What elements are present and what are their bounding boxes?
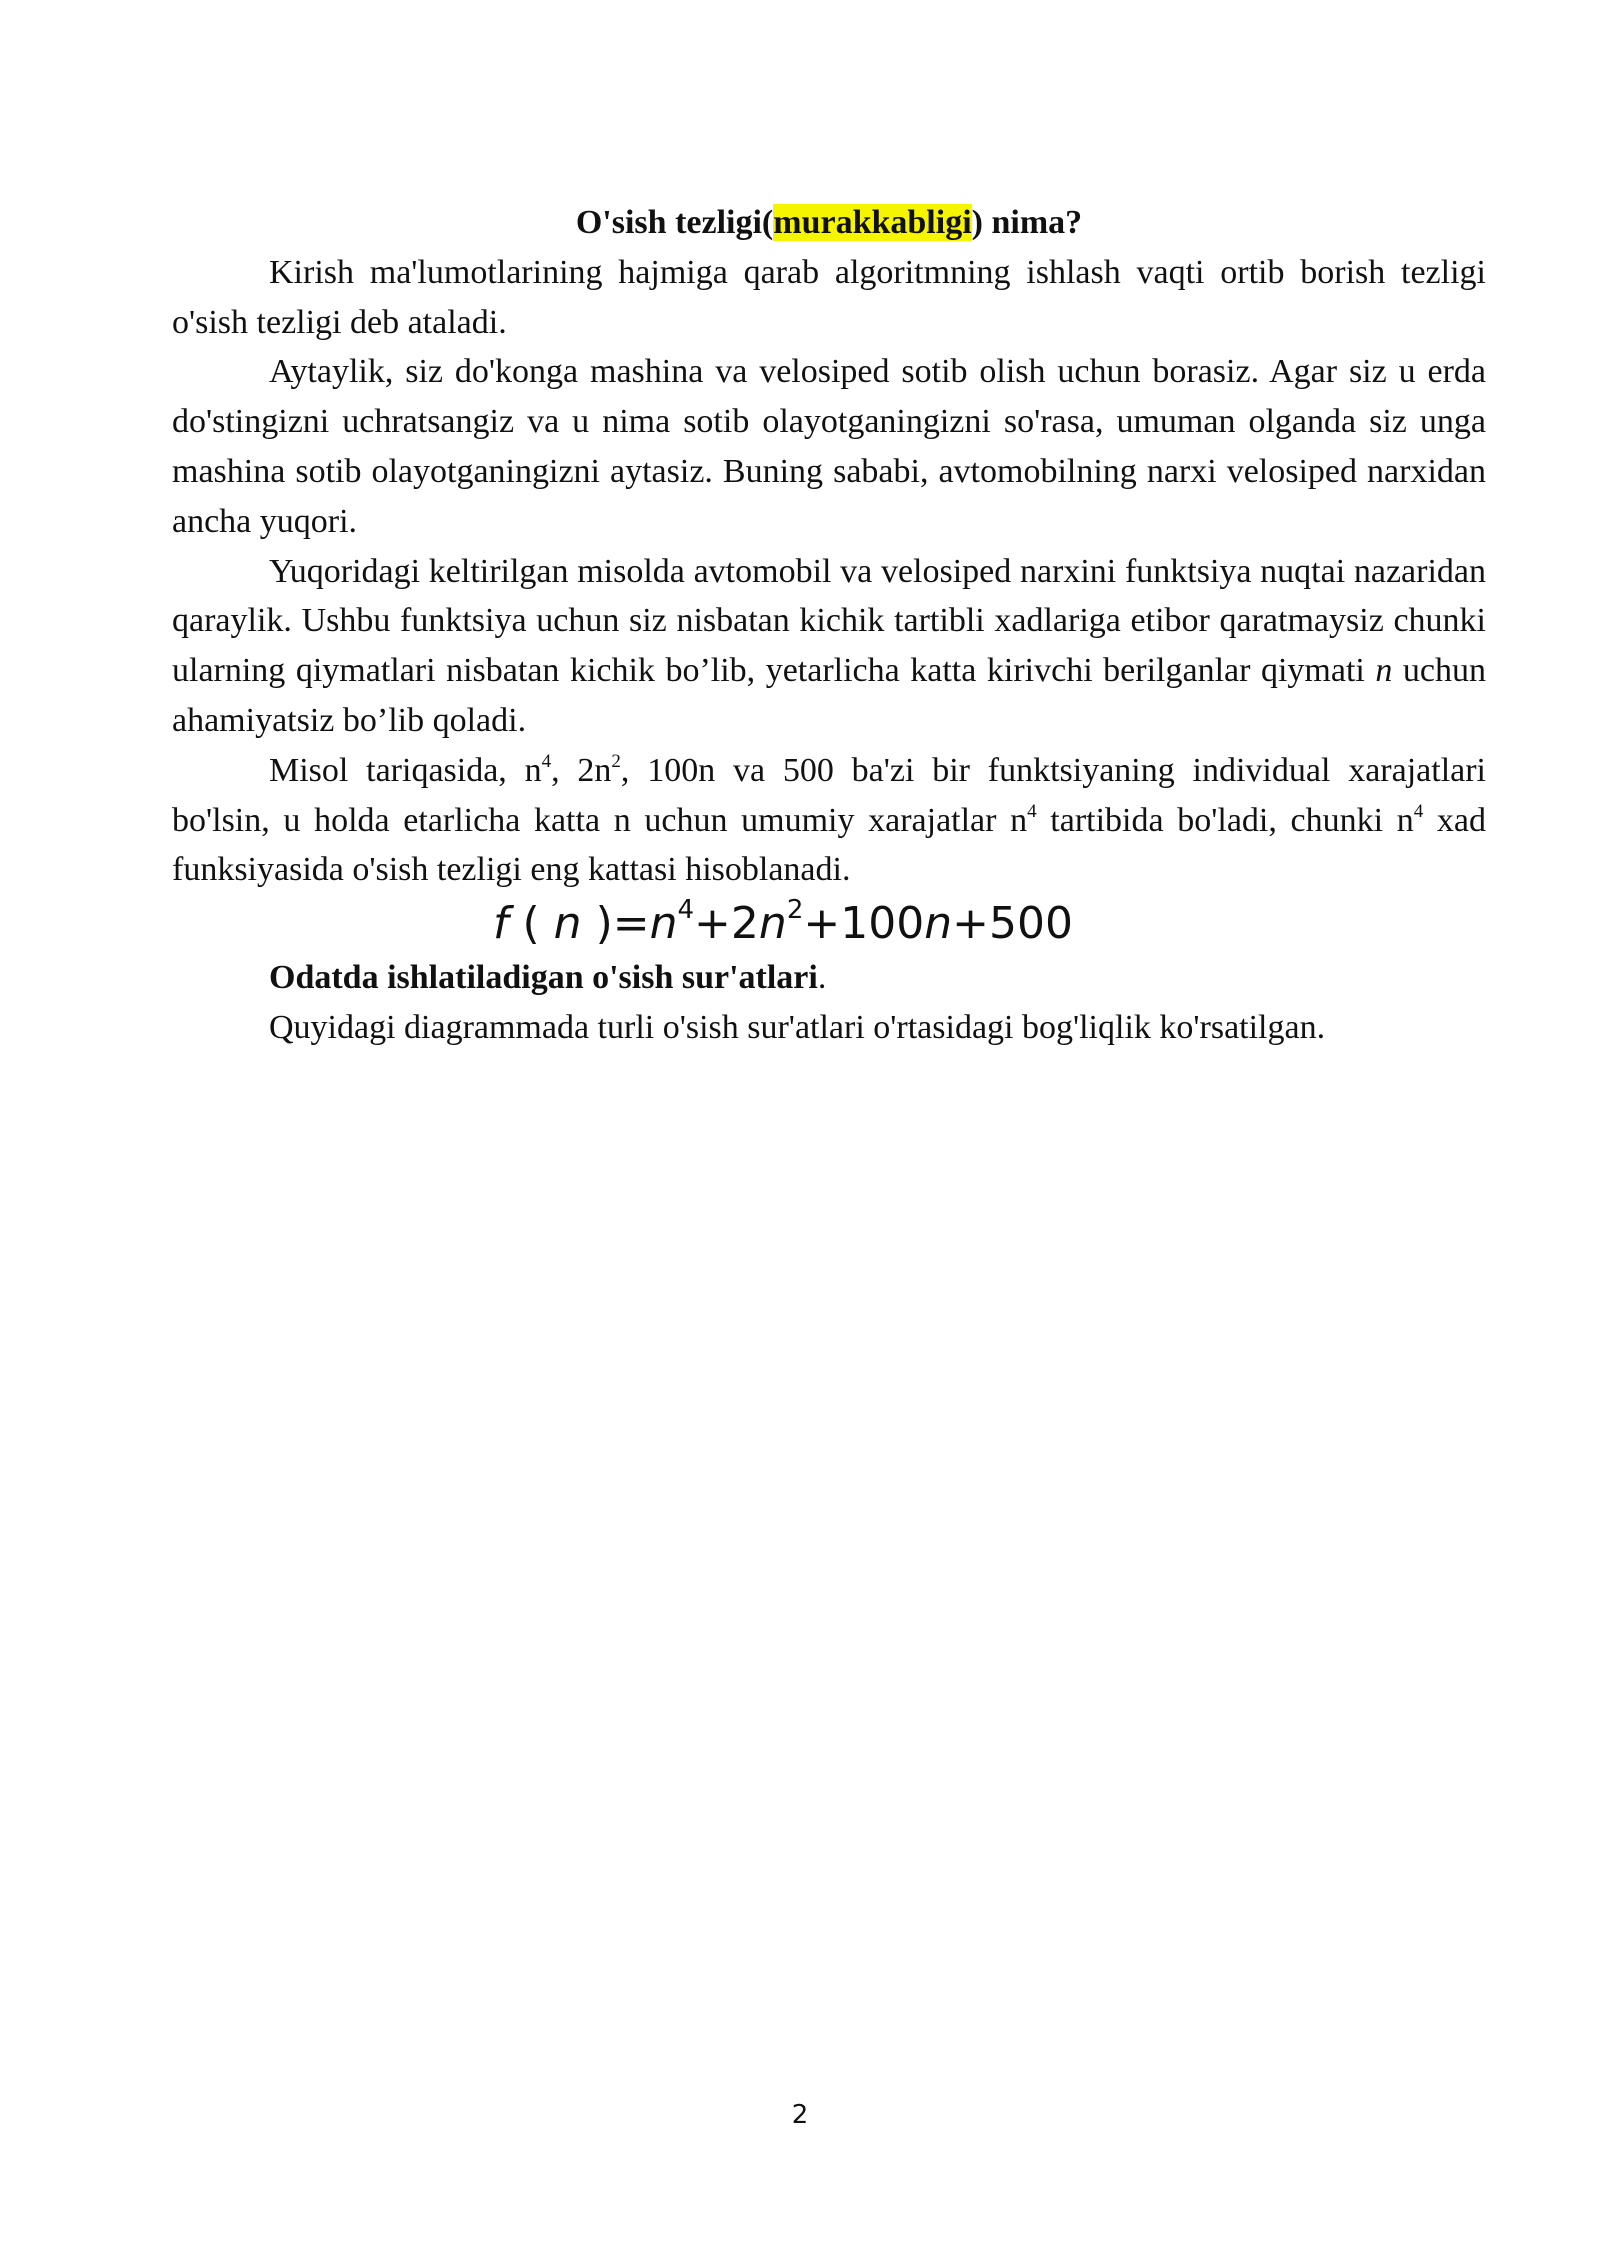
text-segment: xad funksiyasida o'sish tezligi eng kattasi hisoblanadi. <box>172 801 1486 889</box>
formula-term: +2 <box>694 898 759 950</box>
paragraph-diagram-intro: Quyidagi diagrammada turli o'sish sur'atlari o'rtasidagi bog'liqlik ko'rsatilgan. <box>269 1008 1326 1046</box>
paragraph-costs-example <box>172 746 1486 895</box>
paragraph-function-view <box>172 547 1486 746</box>
formula-var: n <box>758 898 787 950</box>
subheading-period: . <box>817 959 827 997</box>
paragraph-text-end: uchun ahamiyatsiz bo’lib qoladi. <box>172 652 1486 739</box>
paragraph-example-shop: Aytaylik, siz do'konga mashina va velosiped sotib olish uchun borasiz. Agar siz u erda do'stingizni uchratsangiz va u nima sotib olayotganingizni so'rasa, umuman olganda siz unga mashina sotib olayotganingizni aytasiz. Buning sababi, avtomobilning narxi velosiped narxidan ancha yuqori. <box>172 353 1486 540</box>
formula-exponent: 4 <box>677 895 695 926</box>
formula-var: n <box>924 898 953 950</box>
formula-term: +100 <box>803 898 925 950</box>
formula-term: +500 <box>952 898 1073 950</box>
text-segment: , 100n va 500 ba'zi bir funktsiyaning individual xarajatlari bo'lsin, u holda etarlicha katta n uchun umumiy xarajatlar n <box>172 751 1487 839</box>
exponent: 4 <box>541 750 552 772</box>
text-segment: Misol tariqasida, n <box>269 751 542 789</box>
exponent: 4 <box>1027 800 1037 822</box>
formula-var: n <box>553 898 582 950</box>
formula-equals: = <box>612 898 650 950</box>
exponent: 2 <box>611 750 621 772</box>
formula-exponent: 2 <box>786 895 804 926</box>
subheading <box>172 953 1486 1003</box>
formula-paren: ) <box>595 898 613 950</box>
section-heading <box>172 198 1486 248</box>
formula-var: n <box>649 898 678 950</box>
formula-paren: ( <box>522 898 540 950</box>
text-segment: tartibida bo'ladi, chunki n <box>1036 801 1414 839</box>
text-segment: , 2n <box>551 751 612 789</box>
paragraph-text: Yuqoridagi keltirilgan misolda avtomobil va velosiped narxini funktsiya nuqtai nazaridan qaraylik. Ushbu funktsiya uchun siz nisbatan kichik tartibli xadlariga etibor qaratmaysiz chunki ularning qiymatlari nisbatan kichik bo’lib, yetarlicha katta kirivchi berilganlar qiymati <box>172 552 1486 690</box>
page-number: 2 <box>791 2100 809 2130</box>
paragraph-definition: Kirish ma'lumotlarining hajmiga qarab algoritmning ishlash vaqti ortib borish tezligi o'sish tezligi deb ataladi. <box>172 253 1486 341</box>
variable-n: n <box>1375 652 1393 690</box>
subheading-bold: Odatda ishlatiladigan o'sish sur'atlari <box>269 959 818 997</box>
formula-f: f <box>493 898 509 950</box>
heading-text-before: O'sish tezligi( <box>575 204 774 241</box>
page-content <box>172 198 1486 1053</box>
highlighted-term: murakkabligi <box>773 204 972 241</box>
formula <box>172 895 1486 953</box>
heading-text-after: ) nima? <box>971 204 1083 241</box>
exponent: 4 <box>1413 800 1424 822</box>
